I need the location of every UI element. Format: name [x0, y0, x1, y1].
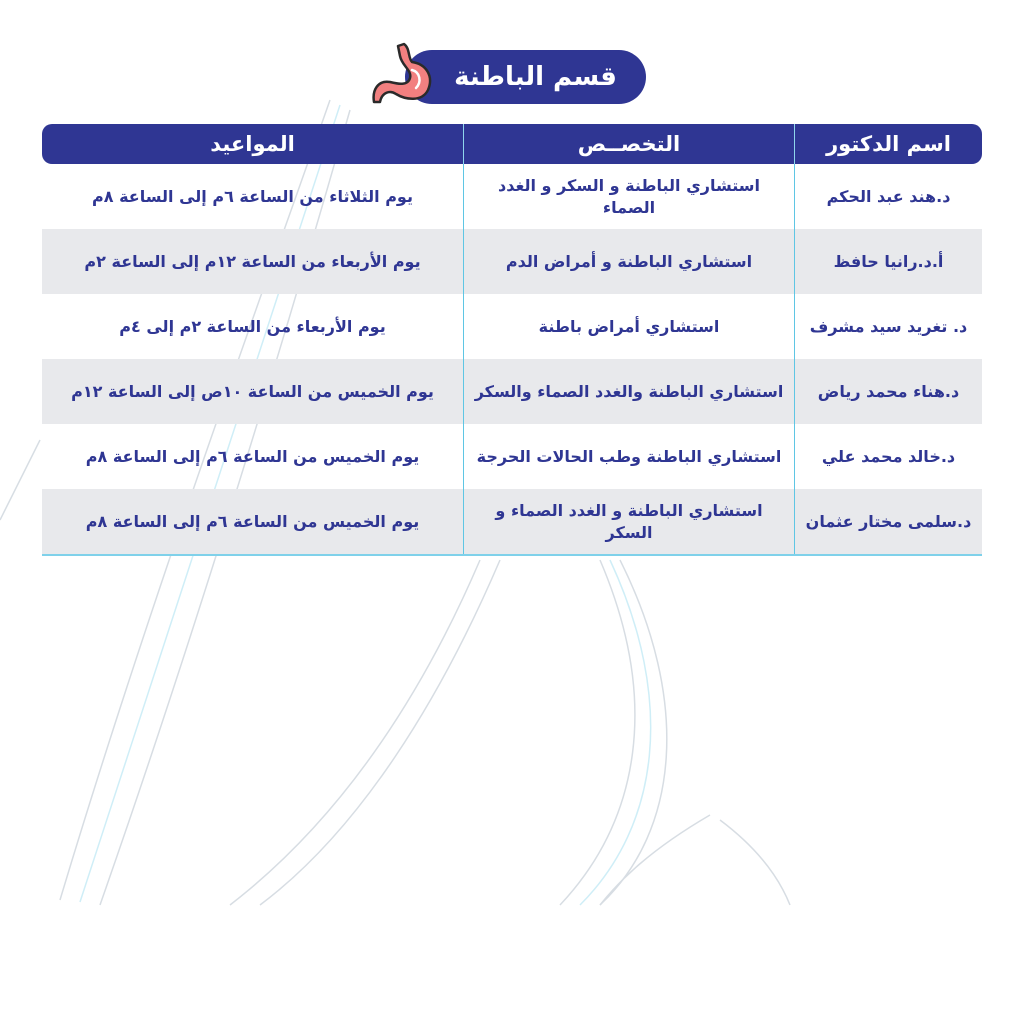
schedule-cell: يوم الخميس من الساعة ٦م إلى الساعة ٨م	[85, 446, 420, 466]
doctor-cell: د.سلمى مختار عثمان	[794, 489, 982, 554]
specialty-cell: استشاري الباطنة و السكر و الغدد الصماء	[463, 164, 794, 229]
doctor-cell: د.هناء محمد رياض	[794, 359, 982, 424]
table-bottom-border	[42, 554, 982, 556]
stomach-icon	[368, 40, 438, 110]
doctor-cell: د.هند عبد الحكم	[794, 164, 982, 229]
schedule-cell: يوم الخميس من الساعة ١٠ص إلى الساعة ١٢م	[71, 381, 434, 401]
table-row	[42, 424, 982, 489]
specialty-cell: استشاري الباطنة و الغدد الصماء و السكر	[463, 489, 794, 554]
schedule-cell: يوم الأربعاء من الساعة ٢م إلى ٤م	[119, 316, 386, 336]
table-row	[42, 489, 982, 554]
header-specialty: التخصــص	[463, 124, 794, 164]
specialty-cell: استشاري الباطنة و أمراض الدم	[463, 229, 794, 294]
table-row	[42, 294, 982, 359]
table-row	[42, 359, 982, 424]
header-doctor: اسم الدكتور	[794, 124, 982, 164]
doctors-schedule-table	[42, 124, 982, 556]
schedule-cell: يوم الأربعاء من الساعة ١٢م إلى الساعة ٢م	[84, 251, 421, 271]
schedule-cell: يوم الخميس من الساعة ٦م إلى الساعة ٨م	[85, 511, 420, 531]
table-row	[42, 164, 982, 229]
specialty-cell: استشاري الباطنة والغدد الصماء والسكر	[463, 359, 794, 424]
department-title-pill	[405, 50, 646, 104]
doctor-cell: د. تغريد سيد مشرف	[794, 294, 982, 359]
specialty-cell: استشاري أمراض باطنة	[463, 294, 794, 359]
specialty-cell: استشاري الباطنة وطب الحالات الحرجة	[463, 424, 794, 489]
table-header	[42, 124, 982, 164]
table-row	[42, 229, 982, 294]
schedule-cell: يوم الثلاثاء من الساعة ٦م إلى الساعة ٨م	[92, 186, 413, 206]
doctor-cell: د.خالد محمد علي	[794, 424, 982, 489]
header-schedule: المواعيد	[210, 132, 295, 156]
department-title: قسم الباطنة	[454, 62, 617, 92]
doctor-cell: أ.د.رانيا حافظ	[794, 229, 982, 294]
